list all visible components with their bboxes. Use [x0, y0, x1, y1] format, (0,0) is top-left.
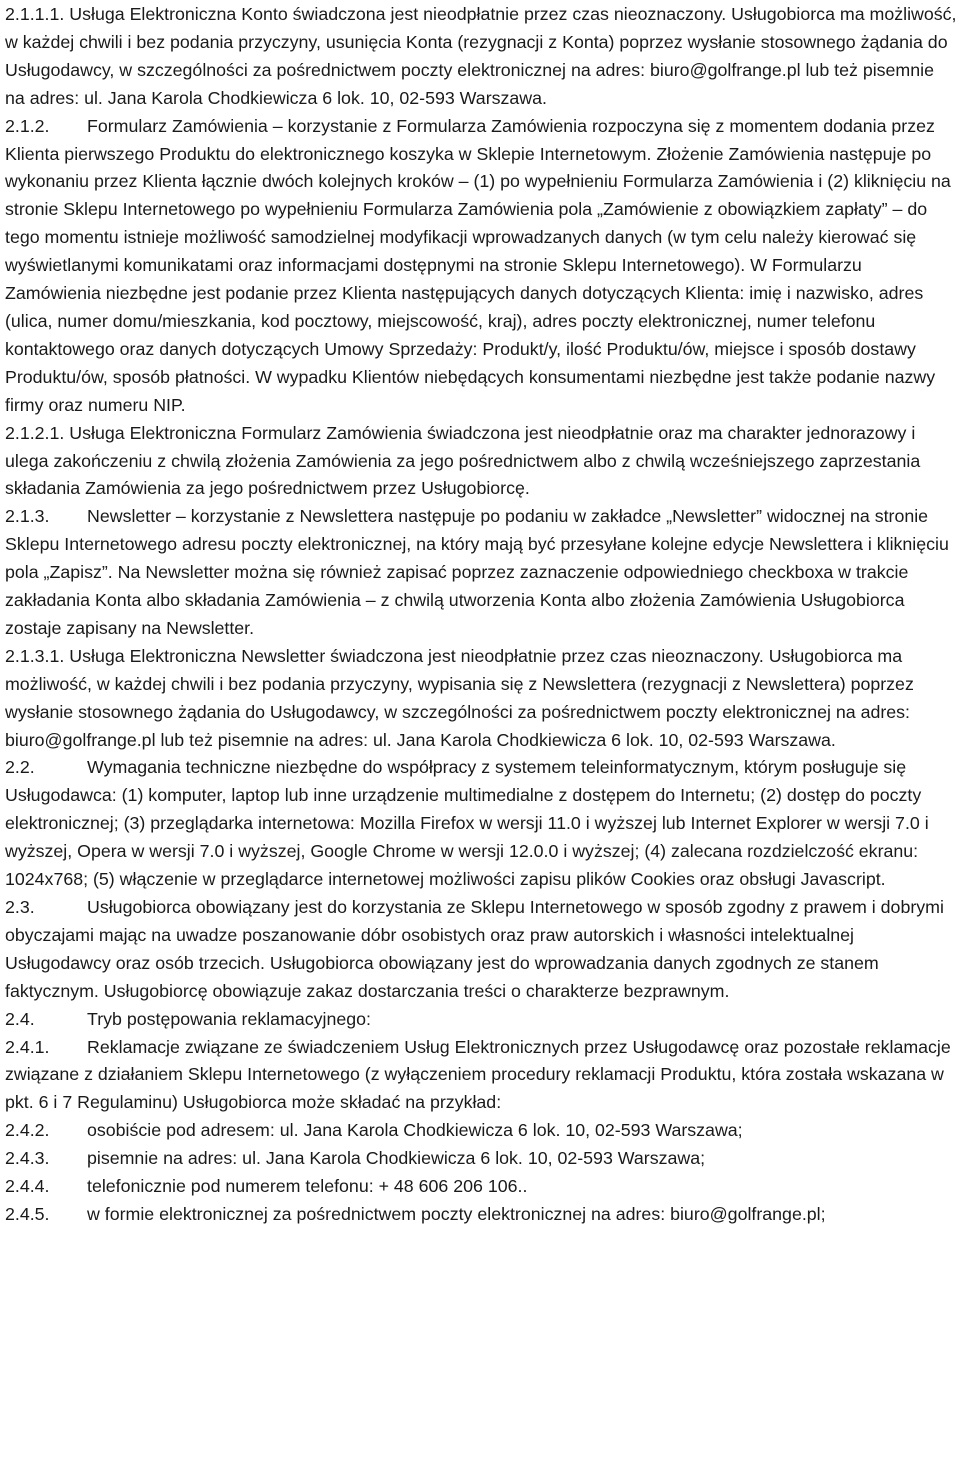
paragraph-text: Usługa Elektroniczna Konto świadczona jest nieodpłatnie przez czas nieoznaczony. Usługobiorca ma możliwość, w każdej chwili i bez podania przyczyny, usunięcia Konta (rezygnacji z Konta) poprzez wysłanie stosownego żądania do Usługodawcy, w szczególności za pośrednictwem poczty elektronicznej na adres: biuro@golfrange.pl lub też pisemnie na adres: ul. Jana Karola Chodkiewicza 6 lok. 10, 02-593 Warszawa. [5, 4, 957, 108]
paragraph-text: telefonicznie pod numerem telefonu: + 48 606 206 106.. [87, 1176, 528, 1197]
paragraph-text: Tryb postępowania reklamacyjnego: [87, 1008, 371, 1029]
paragraph-text: Newsletter – korzystanie z Newslettera następuje po podaniu w zakładce „Newsletter” widocznej na stronie Sklepu Internetowego adresu poczty elektronicznej, na który mają być przesyłane kolejne edycje Newslettera i kliknięciu pola „Zapisz”. Na Newsletter można się również zapisać poprzez zaznaczenie odpowiedniego checkboxa w trakcie zakładania Konta albo składania Zamówienia – z chwilą utworzenia Konta albo złożenia Zamówienia Usługobiorca zostaje zapisany na Newsletter. [5, 506, 949, 638]
paragraph-2-1-3-1 [5, 643, 957, 755]
paragraph-number: 2.2. [5, 757, 35, 778]
paragraph-number: 2.1.2.1. [5, 422, 65, 443]
paragraph-2-3 [5, 894, 957, 1006]
paragraph-text: pisemnie na adres: ul. Jana Karola Chodkiewicza 6 lok. 10, 02-593 Warszawa; [87, 1148, 706, 1169]
paragraph-2-4-4 [5, 1173, 957, 1201]
paragraph-2-4-3 [5, 1145, 957, 1173]
paragraph-number: 2.3. [5, 897, 35, 917]
paragraph-text: w formie elektronicznej za pośrednictwem poczty elektronicznej na adres: biuro@golfrange.pl; [87, 1203, 826, 1224]
paragraph-2-4-5 [5, 1201, 957, 1229]
paragraph-number: 2.1.3.1. [5, 645, 65, 666]
paragraph-number: 2.4.2. [5, 1120, 50, 1141]
document-body [5, 0, 957, 1229]
paragraph-number: 2.1.2. [5, 115, 50, 136]
paragraph-text: Usługa Elektroniczna Formularz Zamówienia świadczona jest nieodpłatnie oraz ma charakter jednorazowy i ulega zakończeniu z chwilą złożenia Zamówienia za jego pośrednictwem albo z chwilą wcześniejszego zaprzestania składania Zamówienia za jego pośrednictwem przez Usługobiorcę. [5, 422, 921, 499]
paragraph-number: 2.4.3. [5, 1148, 50, 1169]
paragraph-number: 2.4.5. [5, 1203, 50, 1224]
paragraph-number: 2.4. [5, 1008, 35, 1029]
paragraph-2-2 [5, 754, 957, 894]
paragraph-text: Wymagania techniczne niezbędne do współpracy z systemem teleinformatycznym, którym posługuje się Usługodawca: (1) komputer, laptop lub inne urządzenie multimedialne z dostępem do Internetu; (2) dostęp do poczty elektronicznej; (3) przeglądarka internetowa: Mozilla Firefox w wersji 11.0 i wyższej lub Internet Explorer w wersji 7.0 i wyższej, Opera w wersji 7.0 i wyższej, Google Chrome w wersji 12.0.0 i wyższej; (4) zalecana rozdzielczość ekranu: 1024x768; (5) włączenie w przeglądarce internetowej możliwości zapisu plików Cookies oraz obsługi Javascript. [5, 757, 929, 890]
paragraph-text: Usługa Elektroniczna Newsletter świadczona jest nieodpłatnie przez czas nieoznaczony. Usługobiorca ma możliwość, w każdej chwili i bez podania przyczyny, wypisania się z Newslettera (rezygnacji z Newslettera) poprzez wysłanie stosownego żądania do Usługodawcy, w szczególności za pośrednictwem poczty elektronicznej na adres: biuro@golfrange.pl lub też pisemnie na adres: ul. Jana Karola Chodkiewicza 6 lok. 10, 02-593 Warszawa. [5, 645, 914, 750]
paragraph-2-1-3 [5, 503, 957, 643]
paragraph-text: Reklamacje związane ze świadczeniem Usług Elektronicznych przez Usługodawcę oraz pozostałe reklamacje związane z działaniem Sklepu Internetowego (z wyłączeniem procedury reklamacji Produktu, która została wskazana w pkt. 6 i 7 Regulaminu) Usługobiorca może składać na przykład: [5, 1036, 951, 1113]
paragraph-text: osobiście pod adresem: ul. Jana Karola Chodkiewicza 6 lok. 10, 02-593 Warszawa; [87, 1120, 743, 1141]
paragraph-2-4-1 [5, 1034, 957, 1118]
paragraph-number: 2.4.1. [5, 1036, 50, 1057]
paragraph-2-4-2 [5, 1117, 957, 1145]
paragraph-number: 2.1.3. [5, 506, 50, 527]
paragraph-number: 2.1.1.1. [5, 4, 65, 24]
paragraph-2-4 [5, 1006, 957, 1034]
paragraph-2-1-2 [5, 113, 957, 420]
paragraph-text: Formularz Zamówienia – korzystanie z Formularza Zamówienia rozpoczyna się z momentem dodania przez Klienta pierwszego Produktu do elektronicznego koszyka w Sklepie Internetowym. Złożenie Zamówienia następuje po wykonaniu przez Klienta łącznie dwóch kolejnych kroków – (1) po wypełnieniu Formularza Zamówienia i (2) kliknięciu na stronie Sklepu Internetowego po wypełnieniu Formularza Zamówienia pola „Zamówienie z obowiązkiem zapłaty” – do tego momentu istnieje możliwość samodzielnej modyfikacji wprowadzanych danych (w tym celu należy kierować się wyświetlanymi komunikatami oraz informacjami dostępnymi na stronie Sklepu Internetowego). W Formularzu Zamówienia niezbędne jest podanie przez Klienta następujących danych dotyczących Klienta: imię i nazwisko, adres (ulica, numer domu/mieszkania, kod pocztowy, miejscowość, kraj), adres poczty elektronicznej, numer telefonu kontaktowego oraz danych dotyczących Umowy Sprzedaży: Produkt/y, ilość Produktu/ów, miejsce i sposób dostawy Produktu/ów, sposób płatności. W wypadku Klientów niebędących konsumentami niezbędne jest także podanie nazwy firmy oraz numeru NIP. [5, 115, 951, 415]
paragraph-number: 2.4.4. [5, 1176, 50, 1197]
paragraph-2-1-1-1 [5, 1, 957, 113]
paragraph-2-1-2-1 [5, 420, 957, 504]
paragraph-text: Usługobiorca obowiązany jest do korzystania ze Sklepu Internetowego w sposób zgodny z prawem i dobrymi obyczajami mając na uwadze poszanowanie dóbr osobistych oraz praw autorskich i własności intelektualnej Usługodawcy oraz osób trzecich. Usługobiorca obowiązany jest do wprowadzania danych zgodnych ze stanem faktycznym. Usługobiorcę obowiązuje zakaz dostarczania treści o charakterze bezprawnym. [5, 897, 944, 1001]
